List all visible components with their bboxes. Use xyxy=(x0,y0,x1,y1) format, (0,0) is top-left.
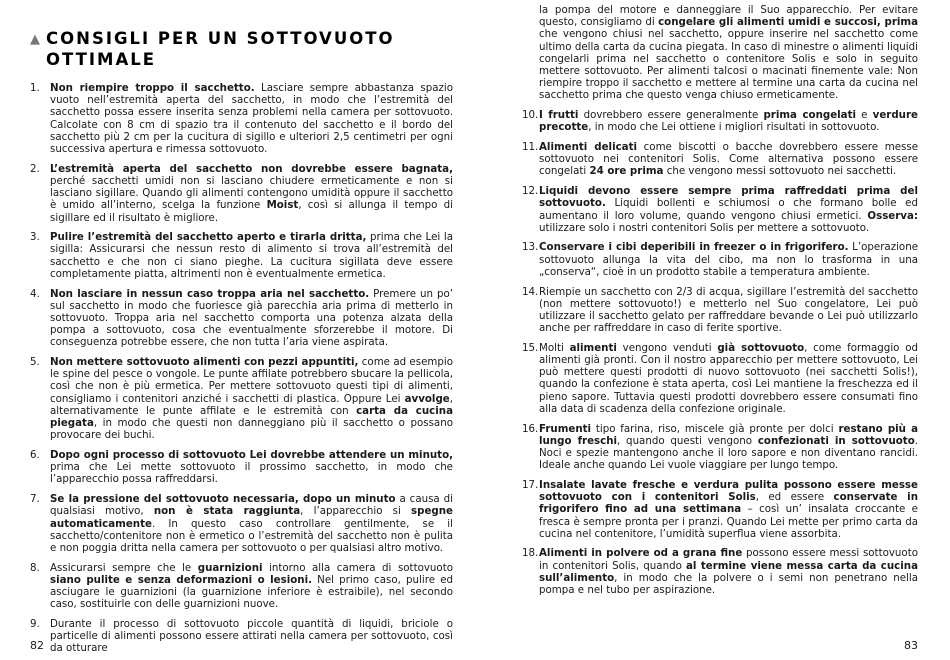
item-number: 13. xyxy=(522,241,539,254)
list-item xyxy=(30,231,453,280)
body-text: prima che Lei la sigilla: Assicurarsi che nessun resto di alimento si trova all’estremità del sacchetto e che non ci siano pieghe. La cucitura sigillata deve essere completamente piatta, altrimenti non è eventualmente ermetica. xyxy=(50,231,453,280)
page-number-left: 82 xyxy=(30,639,44,652)
body-text: possono essere messi sottovuoto in contenitori Solis, quando xyxy=(539,547,918,572)
bold-text: Osserva: xyxy=(867,209,918,222)
bold-text: prima congelati xyxy=(763,109,856,122)
bold-text: restano più a lungo freschi xyxy=(539,422,919,447)
body-text: perché sacchetti umidi non si lasciano chiudere ermeticamente e non si lasciano sigillare. Quando gli alimenti contengono umidità oppure il sacchetto è umido all’interno, scelga la funzione xyxy=(50,174,453,212)
item-text xyxy=(539,342,918,415)
body-text: intorno alla camera di sottovuoto xyxy=(262,561,453,574)
body-text: L’operazione sottovuoto allunga la vita del cibo, ma non lo trasforma in una „conserva“, cioè in un prodotto stabile a temperatura ambiente. xyxy=(539,241,918,278)
item-number: 11. xyxy=(522,141,539,154)
item-text xyxy=(50,82,453,155)
bold-text: Insalate lavate fresche e verdura pulita possono essere messe sottovuoto con i contenitori Solis xyxy=(539,478,918,504)
item-number: 3. xyxy=(30,231,40,244)
body-text: vengono venduti xyxy=(616,341,718,354)
list-item xyxy=(522,342,918,415)
right-page xyxy=(475,0,950,660)
list-item xyxy=(30,562,453,611)
item-number: 6. xyxy=(30,448,40,461)
item-number: 18. xyxy=(522,547,539,560)
item-text xyxy=(539,547,918,596)
item-text xyxy=(50,493,453,554)
item-number: 2. xyxy=(30,162,40,175)
item-number: 15. xyxy=(522,341,539,354)
bold-text: non è stata raggiunta xyxy=(153,505,301,518)
body-text: che vengono messi sottovuoto nei sacchetti. xyxy=(663,165,897,178)
list-item xyxy=(522,479,918,540)
body-text: Lasciare sempre abbastanza spazio vuoto nell’estremità aperta del sacchetto, in modo che l’estremità del sacchetto possa essere inserita senza problemi nella camera per sottovuoto. Calcolate con 8 cm di spazio tra il contenuto del sacchetto e il bordo del sacchetto più 2 cm per la cucitura di sigillo e ulteriori 2,5 centimetri per ogni successiva apertura e rimessa sottovuoto. xyxy=(50,82,453,156)
item-number: 10. xyxy=(522,109,539,122)
bold-text: Pulire l’estremità del sacchetto aperto e tirarla dritta, xyxy=(50,231,367,244)
body-text: dovrebbero essere generalmente xyxy=(578,109,764,122)
body-text: . In questo caso controllare gentilmente, se il sacchetto/contenitore non è ermetico o l’estremità del sacchetto non è pulita e non poggia dritta nella camera per sottovuoto o per qualsiasi altro motivo. xyxy=(50,517,453,554)
body-text: , ed essere xyxy=(755,491,834,504)
list-item xyxy=(30,449,453,486)
bold-text: Non mettere sottovuoto alimenti con pezzi appuntiti, xyxy=(50,356,359,369)
bold-text: spegne automaticamente xyxy=(50,505,453,530)
item-number: 16. xyxy=(522,422,539,435)
list-item xyxy=(30,493,453,554)
item-text xyxy=(50,562,453,611)
bold-text: 24 ore prima xyxy=(589,165,664,178)
bold-text: alimenti xyxy=(569,341,617,354)
item-text xyxy=(50,449,453,486)
list-item xyxy=(30,163,453,224)
item-text xyxy=(539,109,918,133)
bold-text: conservate in frigorifero fino ad una settimana xyxy=(539,491,918,516)
bold-text: Non lasciare in nessun caso troppa aria nel sacchetto. xyxy=(50,287,370,300)
bold-text: Conservare i cibi deperibili in freezer o in frigorifero. xyxy=(539,241,849,254)
list-item xyxy=(30,356,453,441)
body-text: e xyxy=(856,109,873,122)
bold-text: guarnizioni xyxy=(197,561,263,574)
item-text xyxy=(50,356,453,441)
triangle-icon: ▲ xyxy=(30,32,40,47)
item-text xyxy=(50,288,453,349)
body-text: che vengono chiusi nel sacchetto, oppure inserire nel sacchetto come ultimo della carta da cucina piegata. In caso di minestre o alimenti liquidi congelarli prima nel sacchetto o contenitore Solis e solo in seguito mettere sottovuoto. Per alimenti talcosi o macinati finemente vale: Non riempire troppo il sacchetto e mettere al termine una carta da cucina nel sacchetto prima che questo venga chiuso ermeticamente. xyxy=(539,28,918,102)
body-text: , come formaggio od alimenti già pronti. Con il nostro apparecchio per mettere sottovuoto, Lei può mettere questi prodotti di nuovo sottovuoto (nei sacchetti Solis!), quando la confezione è stata aperta, così Lei mantiene la freschezza ed il pieno sapore. Tuttavia questi prodotti dovrebbero essere consumati fino alla data di scadenza della confezione originale. xyxy=(539,341,918,415)
body-text: a causa di qualsiasi motivo, xyxy=(50,493,453,518)
body-text: . Noci e spezie mantengono anche il loro sapore e non diventano rancidi. Ideale anche quando Lei vuole viaggiare per lungo tempo. xyxy=(539,434,919,472)
list-item xyxy=(522,286,918,335)
page-number-right: 83 xyxy=(904,639,918,652)
body-text: – così un’ insalata croccante e fresca è sempre pronta per i pranzi. Quando Lei mette per primo carta da cucina nel contenitore, l’umidità superflua viene assorbita. xyxy=(539,503,918,540)
bold-text: Non riempire troppo il sacchetto. xyxy=(50,82,255,94)
list-item xyxy=(522,109,918,133)
body-text: , in modo che Lei ottiene i migliori risultati in sottovuoto. xyxy=(588,121,880,134)
bold-text: I frutti xyxy=(539,109,579,122)
bold-text: Frumenti xyxy=(539,422,592,435)
bold-text: siano pulite e senza deformazioni o lesioni. xyxy=(50,573,312,586)
bold-text: Dopo ogni processo di sottovuoto Lei dovrebbe attendere un minuto, xyxy=(50,448,453,461)
body-text: Nel primo caso, pulire ed asciugare le guarnizioni (la guarnizione inferiore è estraibile), nel secondo caso, sostituirle con delle guarnizioni nuove. xyxy=(50,573,454,611)
list-item xyxy=(30,618,453,655)
item-text xyxy=(539,479,918,540)
body-text: , in modo che questi non danneggiano più il sacchetto o possano provocare dei buchi. xyxy=(50,417,453,442)
list-item xyxy=(522,241,918,278)
body-text: , l’apparecchio si xyxy=(300,505,411,518)
bold-text: verdure precotte xyxy=(539,109,918,134)
item-text xyxy=(50,618,453,655)
item-number: 4. xyxy=(30,287,40,300)
list-item xyxy=(30,82,453,155)
item-number: 14. xyxy=(522,285,539,298)
item-text xyxy=(539,423,918,472)
item-number: 5. xyxy=(30,356,40,369)
list-item xyxy=(522,423,918,472)
bold-text: Alimenti delicati xyxy=(539,141,637,154)
list-item xyxy=(522,185,918,234)
item-text xyxy=(539,241,918,278)
item-number: 17. xyxy=(522,478,539,491)
item-text xyxy=(539,286,918,335)
bold-text: al termine viene messa carta da cucina sull’alimento xyxy=(539,559,918,584)
body-text: Riempie un sacchetto con 2/3 di acqua, sigillare l’estremità del sacchetto (non mettere sottovuoto!) e metterlo nel Suo congelatore, Lei può utilizzare il sacchetto gelato per raffreddare bevande o Lei può utilizzarlo anche per raffreddare in caso di ferite sportive. xyxy=(539,285,918,335)
continued-item-9 xyxy=(539,4,918,102)
body-text: Liquidi bollenti e schiumosi o che formano bolle ed aumentano il loro volume, quando vengono chiusi ermetici. xyxy=(539,197,918,222)
item-number: 1. xyxy=(30,82,40,94)
body-text: tipo farina, riso, miscele già pronte per dolci xyxy=(591,422,839,435)
bold-text: confezionati in sottovuoto xyxy=(757,434,915,447)
body-text: la pompa del motore e danneggiare il Suo apparecchio. Per evitare questo, consigliamo di xyxy=(539,4,918,29)
body-text: , così si allunga il tempo di sigillare ed il risultato è migliore. xyxy=(50,199,453,224)
bold-text: già sottovuoto xyxy=(717,341,805,354)
body-text: , alternativamente le punte affilate e le estremità con xyxy=(50,392,453,417)
list-item xyxy=(522,547,918,596)
bold-text: Se la pressione del sottovuoto necessaria, dopo un minuto xyxy=(50,493,396,506)
body-text: , in modo che la polvere o i semi non penetrano nella pompa e nel tubo per aspirazione. xyxy=(539,571,918,597)
body-text: come ad esempio le spine del pesce o vongole. Le punte affilate potrebbero sbucare la pellicola, così che non è più ermetica. Per mettere sottovuoto questi tipi di alimenti, consigliamo i contenitori anziché i sacchetti di plastica. Oppure Lei xyxy=(50,356,453,405)
page-title: CONSIGLI PER UN SOTTOVUOTO OTTIMALE xyxy=(46,29,395,69)
item-number: 12. xyxy=(522,185,539,198)
bold-text: L’estremità aperta del sacchetto non dovrebbe essere bagnata, xyxy=(50,162,453,175)
body-text: Molti xyxy=(539,341,570,354)
list-item xyxy=(30,288,453,349)
tips-list-left xyxy=(30,82,453,655)
item-text xyxy=(539,141,918,178)
item-text xyxy=(50,231,453,280)
tips-list-right xyxy=(522,109,918,596)
bold-text: Liquidi devono essere sempre prima raffreddati prima del sottovuoto. xyxy=(539,185,918,210)
bold-text: Moist xyxy=(266,199,299,212)
list-item xyxy=(522,141,918,178)
item-text xyxy=(50,163,453,224)
bold-text: avvolge xyxy=(404,392,450,405)
body-text: prima che Lei mette sottovuoto il prossimo sacchetto, in modo che l’apparecchio possa raffreddarsi. xyxy=(50,461,453,486)
item-number: 8. xyxy=(30,561,40,574)
body-text: Premere un po’ sul sacchetto in modo che fuoriesce già parecchia aria prima di metterlo in sottovuoto. Troppa aria nel sacchetto comporta una potenza alzata della pompa a sottovuoto, cosa che eventualmente sforzerebbe il motore. Di conseguenza potrebbe essere, che non tutta l’aria viene aspirata. xyxy=(50,287,453,349)
item-number: 7. xyxy=(30,493,40,506)
bold-text: carta da cucina piegata xyxy=(50,404,453,430)
body-text: Durante il processo di sottovuoto piccole quantità di liquidi, briciole o particelle di alimenti possono essere attirati nella camera per sottovuoto, così da otturare xyxy=(50,617,453,655)
bold-text: congelare gli alimenti umidi e succosi, prima xyxy=(658,16,918,29)
bold-text: Alimenti in polvere od a grana fine xyxy=(539,547,743,560)
body-text: come biscotti o bacche dovrebbero essere messe sottovuoto nei contenitori Solis. Come alternativa possono essere congelati xyxy=(539,141,918,178)
item-text xyxy=(539,185,918,234)
body-text: , quando questi vengono xyxy=(617,434,758,447)
body-text: Assicurarsi sempre che le xyxy=(50,561,198,574)
body-text: utilizzare solo i nostri contenitori Solis per mettere a sottovuoto. xyxy=(539,221,870,234)
section-title xyxy=(30,28,453,70)
item-number: 9. xyxy=(30,617,40,630)
